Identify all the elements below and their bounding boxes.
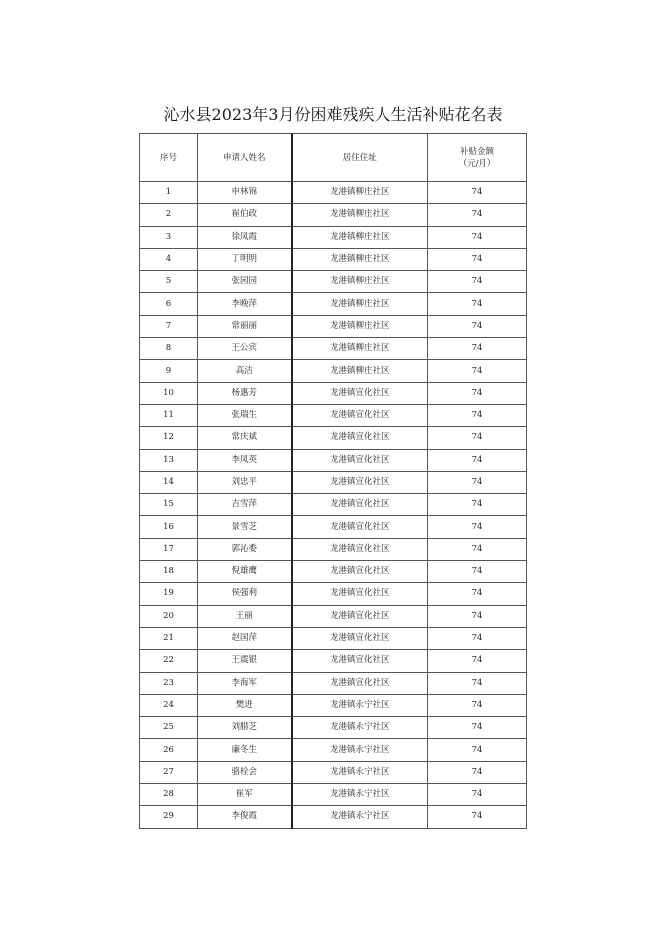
- cell-subsidy-amount: 74: [428, 739, 527, 761]
- cell-address: 龙港镇宣化社区: [292, 627, 428, 649]
- cell-subsidy-amount: 74: [428, 583, 527, 605]
- cell-applicant-name: 樊进: [198, 694, 292, 716]
- cell-serial-number: 28: [140, 784, 198, 806]
- table-row: [140, 182, 527, 204]
- cell-applicant-name: 刘忠平: [198, 471, 292, 493]
- header-subsidy-amount: [428, 134, 527, 182]
- table-row: [140, 271, 527, 293]
- cell-serial-number: 8: [140, 338, 198, 360]
- table-row: [140, 561, 527, 583]
- header-amount-label: 补贴金额: [459, 146, 494, 157]
- cell-applicant-name: 杨惠芳: [198, 382, 292, 404]
- cell-address: 龙港镇宣化社区: [292, 516, 428, 538]
- cell-serial-number: 6: [140, 293, 198, 315]
- table-row: [140, 338, 527, 360]
- cell-subsidy-amount: 74: [428, 605, 527, 627]
- table-row: [140, 650, 527, 672]
- cell-subsidy-amount: 74: [428, 471, 527, 493]
- subsidy-roster-table: [139, 133, 527, 829]
- cell-serial-number: 19: [140, 583, 198, 605]
- table-row: [140, 293, 527, 315]
- cell-address: 龙港镇永宁社区: [292, 784, 428, 806]
- cell-serial-number: 10: [140, 382, 198, 404]
- cell-serial-number: 20: [140, 605, 198, 627]
- table-row: [140, 494, 527, 516]
- cell-address: 龙港镇永宁社区: [292, 694, 428, 716]
- cell-address: 龙港镇宣化社区: [292, 538, 428, 560]
- cell-subsidy-amount: 74: [428, 182, 527, 204]
- cell-applicant-name: 王震银: [198, 650, 292, 672]
- table-row: [140, 248, 527, 270]
- cell-serial-number: 25: [140, 717, 198, 739]
- cell-subsidy-amount: 74: [428, 761, 527, 783]
- cell-applicant-name: 王公宾: [198, 338, 292, 360]
- cell-address: 龙港镇宣化社区: [292, 583, 428, 605]
- table-row: [140, 382, 527, 404]
- cell-serial-number: 2: [140, 204, 198, 226]
- cell-applicant-name: 申林锦: [198, 182, 292, 204]
- cell-subsidy-amount: 74: [428, 204, 527, 226]
- table-body: [140, 182, 527, 829]
- cell-address: 龙港镇宣化社区: [292, 672, 428, 694]
- cell-applicant-name: 廉冬生: [198, 739, 292, 761]
- cell-subsidy-amount: 74: [428, 538, 527, 560]
- cell-serial-number: 23: [140, 672, 198, 694]
- cell-applicant-name: 张瑞生: [198, 404, 292, 426]
- table-header-row: [140, 134, 527, 182]
- table-row: [140, 717, 527, 739]
- cell-applicant-name: 赵国萍: [198, 627, 292, 649]
- cell-serial-number: 29: [140, 806, 198, 828]
- cell-address: 龙港镇宣化社区: [292, 427, 428, 449]
- cell-applicant-name: 李凤英: [198, 449, 292, 471]
- cell-address: 龙港镇宣化社区: [292, 494, 428, 516]
- table-row: [140, 449, 527, 471]
- cell-subsidy-amount: 74: [428, 427, 527, 449]
- table-row: [140, 694, 527, 716]
- cell-subsidy-amount: 74: [428, 248, 527, 270]
- cell-serial-number: 11: [140, 404, 198, 426]
- cell-address: 龙港镇柳庄社区: [292, 204, 428, 226]
- table-row: [140, 739, 527, 761]
- table-row: [140, 761, 527, 783]
- cell-address: 龙港镇永宁社区: [292, 717, 428, 739]
- cell-serial-number: 17: [140, 538, 198, 560]
- table-row: [140, 404, 527, 426]
- cell-address: 龙港镇宣化社区: [292, 650, 428, 672]
- cell-serial-number: 1: [140, 182, 198, 204]
- cell-subsidy-amount: 74: [428, 627, 527, 649]
- cell-applicant-name: 崔伯政: [198, 204, 292, 226]
- cell-serial-number: 26: [140, 739, 198, 761]
- document-title: 沁水县2023年3月份困难残疾人生活补贴花名表: [163, 105, 503, 124]
- cell-applicant-name: 崔军: [198, 784, 292, 806]
- cell-serial-number: 4: [140, 248, 198, 270]
- cell-address: 龙港镇永宁社区: [292, 761, 428, 783]
- header-applicant-name: 申请人姓名: [198, 134, 292, 182]
- cell-applicant-name: 李晚萍: [198, 293, 292, 315]
- cell-subsidy-amount: 74: [428, 516, 527, 538]
- cell-subsidy-amount: 74: [428, 360, 527, 382]
- cell-applicant-name: 常丽丽: [198, 315, 292, 337]
- cell-serial-number: 13: [140, 449, 198, 471]
- cell-applicant-name: 刘腊芝: [198, 717, 292, 739]
- table-row: [140, 471, 527, 493]
- header-amount-unit: （元/月）: [458, 158, 496, 169]
- cell-subsidy-amount: 74: [428, 293, 527, 315]
- cell-address: 龙港镇柳庄社区: [292, 315, 428, 337]
- table-row: [140, 427, 527, 449]
- cell-serial-number: 7: [140, 315, 198, 337]
- cell-applicant-name: 倪雄鹰: [198, 561, 292, 583]
- table-row: [140, 360, 527, 382]
- cell-applicant-name: 徐凤霞: [198, 226, 292, 248]
- cell-address: 龙港镇柳庄社区: [292, 360, 428, 382]
- cell-subsidy-amount: 74: [428, 382, 527, 404]
- cell-subsidy-amount: 74: [428, 494, 527, 516]
- cell-serial-number: 18: [140, 561, 198, 583]
- cell-applicant-name: 吉雪萍: [198, 494, 292, 516]
- cell-address: 龙港镇柳庄社区: [292, 271, 428, 293]
- table-row: [140, 627, 527, 649]
- cell-address: 龙港镇宣化社区: [292, 382, 428, 404]
- cell-serial-number: 16: [140, 516, 198, 538]
- cell-serial-number: 5: [140, 271, 198, 293]
- cell-address: 龙港镇宣化社区: [292, 471, 428, 493]
- table-row: [140, 516, 527, 538]
- cell-subsidy-amount: 74: [428, 226, 527, 248]
- cell-address: 龙港镇宣化社区: [292, 449, 428, 471]
- cell-subsidy-amount: 74: [428, 315, 527, 337]
- cell-address: 龙港镇柳庄社区: [292, 182, 428, 204]
- cell-serial-number: 3: [140, 226, 198, 248]
- cell-subsidy-amount: 74: [428, 404, 527, 426]
- cell-applicant-name: 丁明明: [198, 248, 292, 270]
- cell-address: 龙港镇柳庄社区: [292, 293, 428, 315]
- table-row: [140, 204, 527, 226]
- table-row: [140, 226, 527, 248]
- table-row: [140, 784, 527, 806]
- cell-applicant-name: 郭沁委: [198, 538, 292, 560]
- cell-subsidy-amount: 74: [428, 449, 527, 471]
- cell-applicant-name: 骆栓会: [198, 761, 292, 783]
- cell-subsidy-amount: 74: [428, 561, 527, 583]
- cell-serial-number: 22: [140, 650, 198, 672]
- cell-address: 龙港镇永宁社区: [292, 739, 428, 761]
- cell-subsidy-amount: 74: [428, 672, 527, 694]
- cell-address: 龙港镇柳庄社区: [292, 338, 428, 360]
- cell-address: 龙港镇永宁社区: [292, 806, 428, 828]
- cell-serial-number: 27: [140, 761, 198, 783]
- table-row: [140, 583, 527, 605]
- cell-address: 龙港镇柳庄社区: [292, 226, 428, 248]
- table-row: [140, 605, 527, 627]
- cell-subsidy-amount: 74: [428, 338, 527, 360]
- table-row: [140, 538, 527, 560]
- cell-applicant-name: 王丽: [198, 605, 292, 627]
- cell-applicant-name: 李海军: [198, 672, 292, 694]
- cell-subsidy-amount: 74: [428, 694, 527, 716]
- cell-subsidy-amount: 74: [428, 650, 527, 672]
- header-serial-number: 序号: [140, 134, 198, 182]
- cell-applicant-name: 侯强利: [198, 583, 292, 605]
- cell-applicant-name: 高洁: [198, 360, 292, 382]
- cell-address: 龙港镇宣化社区: [292, 561, 428, 583]
- cell-applicant-name: 张园园: [198, 271, 292, 293]
- cell-applicant-name: 景雪芝: [198, 516, 292, 538]
- cell-serial-number: 9: [140, 360, 198, 382]
- cell-subsidy-amount: 74: [428, 271, 527, 293]
- cell-address: 龙港镇宣化社区: [292, 404, 428, 426]
- cell-serial-number: 15: [140, 494, 198, 516]
- cell-applicant-name: 李俊霞: [198, 806, 292, 828]
- cell-subsidy-amount: 74: [428, 717, 527, 739]
- cell-subsidy-amount: 74: [428, 784, 527, 806]
- cell-applicant-name: 常庆斌: [198, 427, 292, 449]
- header-address: 居住住址: [292, 134, 428, 182]
- cell-serial-number: 21: [140, 627, 198, 649]
- table-row: [140, 672, 527, 694]
- cell-serial-number: 24: [140, 694, 198, 716]
- table-row: [140, 315, 527, 337]
- cell-address: 龙港镇宣化社区: [292, 605, 428, 627]
- cell-serial-number: 12: [140, 427, 198, 449]
- table-row: [140, 806, 527, 828]
- cell-subsidy-amount: 74: [428, 806, 527, 828]
- cell-serial-number: 14: [140, 471, 198, 493]
- cell-address: 龙港镇柳庄社区: [292, 248, 428, 270]
